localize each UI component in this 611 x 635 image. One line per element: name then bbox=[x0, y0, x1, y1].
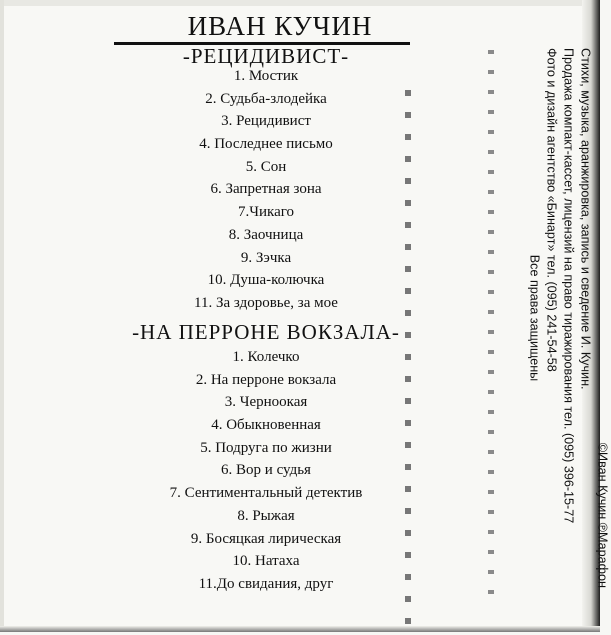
track-item: 4. Последнее письмо bbox=[199, 136, 333, 153]
photo-line: Фото и дизайн агентство «Бинарт» тел. (095) 241-54-58 bbox=[544, 48, 559, 372]
artist-title: ИВАН КУЧИН bbox=[187, 11, 373, 41]
sales-line: Продажа компакт-кассет, лицензий на право тиражирования тел. (095) 396-15-77 bbox=[561, 48, 576, 524]
track-item: 8. Заочница bbox=[228, 226, 304, 243]
copyright-line: ©Иван Кучин ℗Марафон bbox=[595, 442, 610, 588]
track-item: 7.Чикаго bbox=[237, 204, 295, 221]
rights-line: Все права защищены bbox=[527, 254, 542, 382]
album-title-recidivist: -РЕЦИДИВИСТ- bbox=[182, 44, 350, 68]
track-item: 2. На перроне вокзала bbox=[195, 371, 337, 388]
track-item: 3. Черноокая bbox=[224, 394, 308, 411]
album-title-na-perrone: -НА ПЕРРОНЕ ВОКЗАЛА- bbox=[132, 320, 400, 344]
track-item: 7. Сентиментальный детектив bbox=[169, 485, 363, 502]
track-item: 1. Колечко bbox=[232, 349, 300, 365]
track-item: 4. Обыкновенная bbox=[211, 417, 321, 434]
perforation-line-left bbox=[405, 90, 411, 635]
tracklist-na-perrone bbox=[106, 346, 426, 596]
tracklist-recidivist bbox=[106, 65, 426, 315]
track-item: 6. Вор и судья bbox=[221, 462, 311, 479]
paper-edge-top bbox=[0, 0, 600, 6]
credits-rotated bbox=[526, 48, 611, 588]
paper-edge-bottom bbox=[0, 626, 600, 632]
track-item: 6. Запретная зона bbox=[210, 181, 322, 198]
track-item: 5. Сон bbox=[245, 158, 287, 175]
track-item: 9. Зэчка bbox=[240, 249, 292, 266]
track-item: 2. Судьба-злодейка bbox=[205, 90, 327, 107]
track-item: 11.До свидания, друг bbox=[198, 575, 334, 592]
track-item: 1. Мостик bbox=[233, 68, 299, 84]
authors-line: Стихи, музыка, аранжировка, запись и сведение И. Кучин. bbox=[578, 48, 593, 390]
perforation-line-right bbox=[488, 50, 494, 610]
track-item: 9. Босяцкая лирическая bbox=[190, 530, 342, 547]
track-item: 8. Рыжая bbox=[237, 507, 295, 524]
track-item: 10. Душа-колючка bbox=[207, 272, 325, 289]
track-item: 11. За здоровье, за мое bbox=[194, 294, 338, 311]
track-item: 10. Натаха bbox=[232, 553, 300, 570]
paper-edge-left bbox=[0, 0, 4, 632]
track-item: 5. Подруга по жизни bbox=[200, 439, 332, 456]
track-item: 3. Рецидивист bbox=[221, 113, 311, 130]
